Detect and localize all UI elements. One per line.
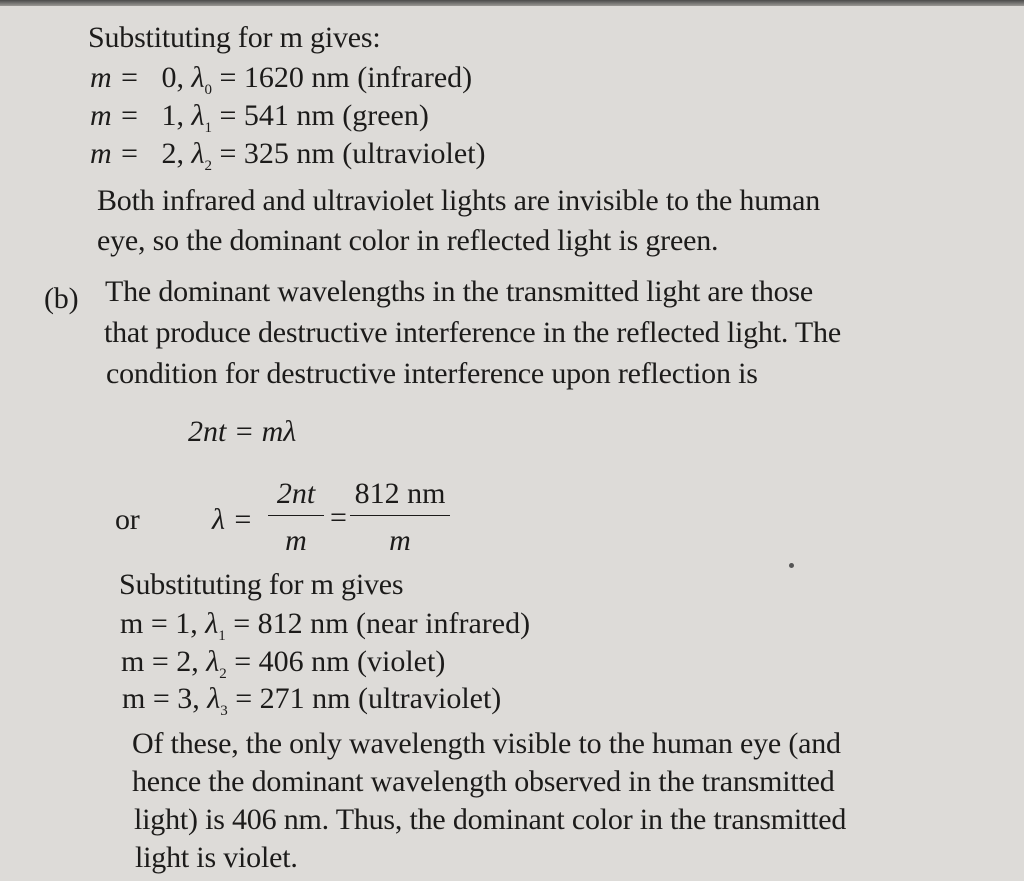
lambda-subscript: 2 <box>204 158 212 174</box>
part-b-intro: Substituting for m gives <box>119 568 404 601</box>
m-label: m = <box>90 61 140 94</box>
part-b-text-line-2: that produce destructive interference in the reflected light. The <box>104 316 841 349</box>
wavelength-value: = 1620 nm (infrared) <box>219 61 473 94</box>
part-a-conclusion-line-1: Both infrared and ultraviolet lights are invisible to the human <box>97 184 821 217</box>
top-rule <box>0 0 1024 6</box>
m-label: m = 3, <box>122 682 200 715</box>
lambda-lhs: λ = <box>212 503 253 536</box>
fraction-2nt-over-m <box>268 477 324 558</box>
lambda-symbol: λ <box>191 99 205 132</box>
m-label: m = <box>90 137 140 170</box>
m-value: 2, <box>161 137 184 170</box>
wavelength-value: = 541 nm (green) <box>219 99 429 132</box>
part-b-text-line-3: condition for destructive interference upon reflection is <box>106 357 758 390</box>
lambda-subscript: 2 <box>219 666 227 682</box>
fraction-denominator: m <box>285 524 307 557</box>
part-b-result-2 <box>122 681 501 717</box>
wavelength-value: = 271 nm (ultraviolet) <box>235 682 502 715</box>
lambda-subscript: 0 <box>204 82 212 98</box>
m-value: 1, <box>161 99 184 132</box>
part-a-result-2 <box>90 136 486 172</box>
part-b-result-1 <box>121 644 445 680</box>
wavelength-value: = 812 nm (near infrared) <box>233 607 531 640</box>
lambda-symbol: λ <box>206 645 220 678</box>
fraction-denominator: m <box>389 524 411 557</box>
part-a-conclusion-line-2: eye, so the dominant color in reflected light is green. <box>97 224 719 257</box>
or-label: or <box>115 503 140 536</box>
part-b-conclusion-line-4: light is violet. <box>135 841 298 874</box>
m-label: m = 2, <box>121 645 199 678</box>
part-b-conclusion-line-2: hence the dominant wavelength observed in the transmitted <box>132 765 835 798</box>
part-a-result-0 <box>90 60 472 96</box>
lambda-subscript: 1 <box>204 120 212 136</box>
part-a-result-1 <box>90 98 429 134</box>
part-b-text-line-1: The dominant wavelengths in the transmitted light are those <box>105 275 814 308</box>
lambda-symbol: λ <box>207 682 221 715</box>
m-label: m = <box>90 99 140 132</box>
part-b-result-0 <box>120 606 530 642</box>
part-b-label: (b) <box>44 282 79 315</box>
fraction-812-over-m <box>350 477 450 558</box>
lambda-subscript: 1 <box>218 628 226 644</box>
fraction-numerator: 2nt <box>276 477 316 510</box>
part-b-conclusion-line-3: light) is 406 nm. Thus, the dominant color in the transmitted <box>134 803 847 836</box>
stray-dot-mark <box>789 563 794 568</box>
m-value: 0, <box>161 61 184 94</box>
lambda-symbol: λ <box>191 137 205 170</box>
destructive-condition-equation: 2nt = mλ <box>188 415 297 448</box>
lambda-subscript: 3 <box>220 703 228 719</box>
wavelength-value: = 406 nm (violet) <box>234 645 446 678</box>
lambda-symbol: λ <box>205 607 219 640</box>
part-a-intro: Substituting for m gives: <box>88 21 381 54</box>
fraction-numerator: 812 nm <box>354 477 446 510</box>
lambda-symbol: λ <box>191 61 205 94</box>
equals-sign: = <box>330 501 347 534</box>
part-b-conclusion-line-1: Of these, the only wavelength visible to the human eye (and <box>132 727 841 760</box>
wavelength-value: = 325 nm (ultraviolet) <box>219 137 486 170</box>
m-label: m = 1, <box>120 607 198 640</box>
